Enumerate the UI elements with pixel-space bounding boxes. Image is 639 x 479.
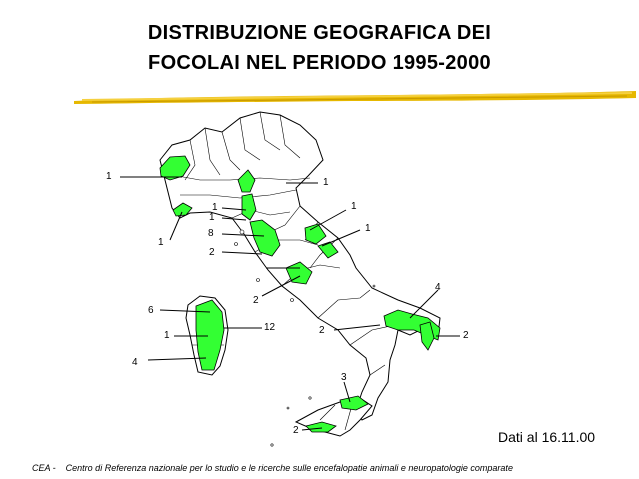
- outbreak-count-label: 6: [148, 305, 154, 316]
- outbreak-count-label: 8: [208, 228, 214, 239]
- outbreak-count-label: 2: [253, 295, 259, 306]
- outbreak-count-label: 2: [319, 325, 325, 336]
- outbreak-count-label: 1: [323, 177, 329, 188]
- outbreak-count-label: 1: [212, 202, 218, 213]
- outbreak-count-label: 2: [463, 330, 469, 341]
- slide-title-line-1: DISTRIBUZIONE GEOGRAFICA DEI: [147, 22, 492, 44]
- outbreak-count-label: 3: [341, 372, 347, 383]
- footer: [32, 463, 523, 473]
- data-date-label: Dati al 16.11.00: [498, 429, 596, 445]
- outbreak-count-label: 4: [132, 357, 138, 368]
- outbreak-count-label: 1: [106, 171, 112, 182]
- outbreak-count-label: 1: [164, 330, 170, 341]
- outbreak-count-label: 2: [209, 247, 215, 258]
- footer-text: Centro di Referenza nazionale per lo studio e le ricerche sulle encefalopatie animali e neuropatologie comparate: [65, 463, 513, 473]
- outbreak-count-label: 1: [158, 237, 164, 248]
- slide-title-line-2: FOCOLAI NEL PERIODO 1995-2000: [148, 52, 491, 74]
- outbreak-count-label: 1: [209, 212, 215, 223]
- outbreak-count-label: 4: [435, 282, 441, 293]
- outbreak-count-label: 2: [293, 425, 299, 436]
- outbreak-count-label: 1: [351, 201, 357, 212]
- outbreak-count-label: 12: [264, 322, 276, 333]
- outbreak-count-label: 1: [365, 223, 371, 234]
- footer-org: CEA -: [32, 463, 56, 473]
